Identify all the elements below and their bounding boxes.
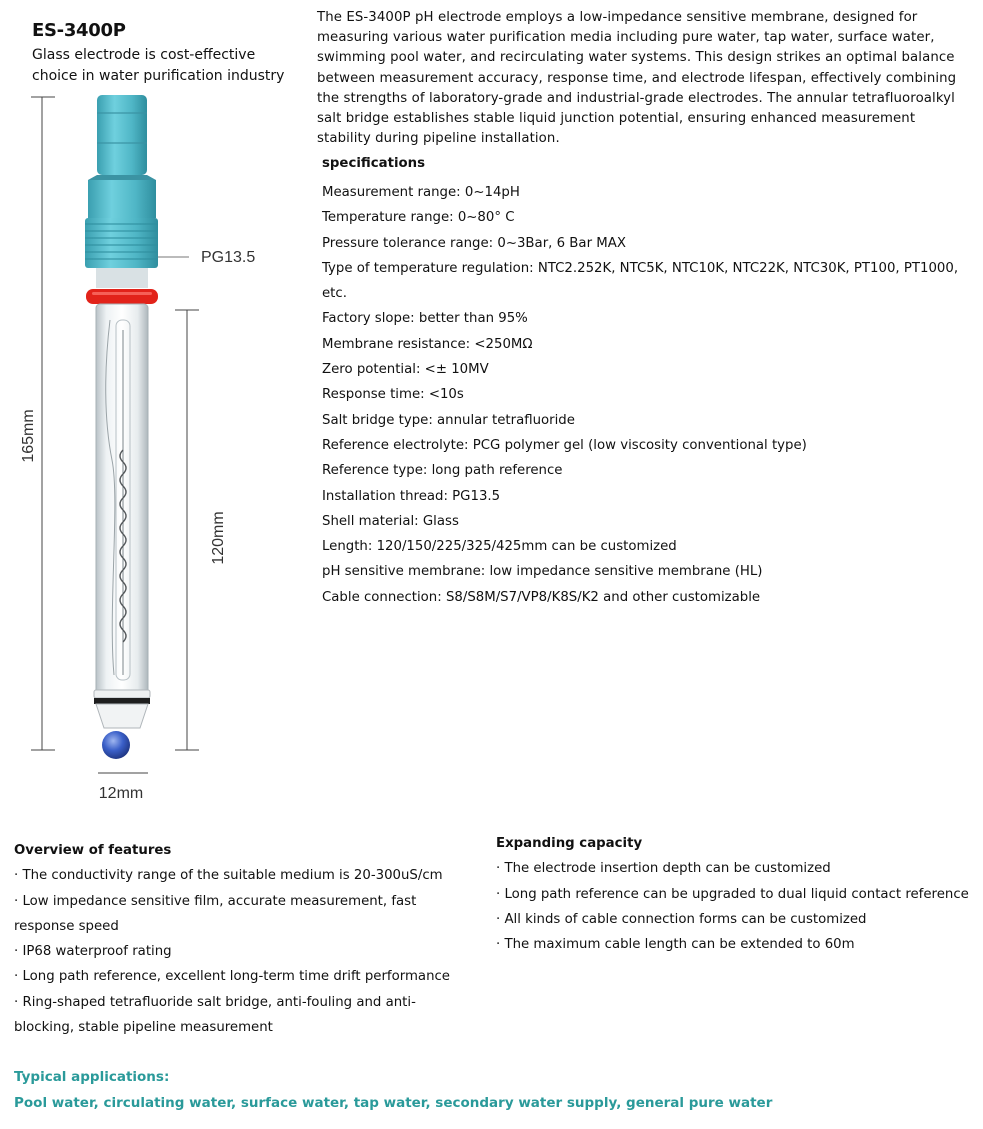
specifications-title: specifications (322, 156, 426, 171)
spec-row: Type of temperature regulation: NTC2.252K, NTC5K, NTC10K, NTC22K, NTC30K, PT100, PT1000, etc. (322, 260, 959, 302)
specifications-section (322, 155, 967, 610)
expanding-item: · The maximum cable length can be extended to 60m (496, 937, 855, 953)
features-section (14, 838, 474, 1040)
spec-row: Temperature range: 0~80° C (322, 210, 515, 226)
expanding-item: · The electrode insertion depth can be customized (496, 861, 831, 877)
expanding-title: Expanding capacity (496, 836, 643, 851)
feature-item: · Ring-shaped tetrafluoride salt bridge, anti-fouling and anti-blocking, stable pipeline measurement (14, 994, 416, 1036)
thread-callout (158, 249, 255, 266)
spec-row: pH sensitive membrane: low impedance sensitive membrane (HL) (322, 564, 763, 580)
applications-text: Pool water, circulating water, surface water, tap water, secondary water supply, general pure water (14, 1094, 773, 1111)
spec-row: Membrane resistance: <250MΩ (322, 336, 533, 352)
spec-row: Installation thread: PG13.5 (322, 488, 501, 504)
diameter-label: 12mm (98, 785, 144, 802)
applications-title: Typical applications: (14, 1069, 170, 1085)
product-subtitle: Glass electrode is cost-effective choice in water purification industry (32, 47, 285, 84)
expanding-item: · Long path reference can be upgraded to dual liquid contact reference (496, 886, 969, 902)
product-model-title: ES-3400P (32, 20, 126, 41)
spec-row: Shell material: Glass (322, 513, 459, 529)
spec-row: Response time: <10s (322, 387, 464, 403)
product-intro: The ES-3400P pH electrode employs a low-impedance sensitive membrane, designed for measuring various water purification media including pure water, tap water, surface water, swimming pool water, and recirculating water systems. This design strikes an optimal balance between measurement accuracy, response time, and electrode lifespan, effectively combining the strengths of laboratory-grade and industrial-grade electrodes. The annular tetrafluoroalkyl salt bridge establishes stable liquid junction potential, ensuring enhanced measurement stability during pipeline installation. (317, 10, 957, 147)
expanding-item: · All kinds of cable connection forms can be customized (496, 911, 867, 927)
spec-row: Measurement range: 0~14pH (322, 185, 520, 200)
spec-row: Reference type: long path reference (322, 463, 563, 479)
thread-label: PG13.5 (201, 249, 256, 266)
feature-item: · IP68 waterproof rating (14, 944, 172, 960)
diameter-dimension (98, 773, 148, 802)
feature-item: · Long path reference, excellent long-term time drift performance (14, 969, 450, 985)
spec-row: Reference electrolyte: PCG polymer gel (low viscosity conventional type) (322, 437, 807, 453)
spec-row: Zero potential: <± 10MV (322, 362, 489, 378)
spec-row: Length: 120/150/225/325/425mm can be customized (322, 539, 677, 555)
feature-item: · Low impedance sensitive film, accurate measurement, fast response speed (14, 893, 417, 934)
electrode-illustration (85, 95, 158, 759)
spec-row: Salt bridge type: annular tetrafluoride (322, 412, 575, 428)
total-length-dimension (20, 97, 55, 750)
expanding-section (496, 831, 976, 957)
body-length-label: 120mm (210, 511, 227, 565)
spec-row: Factory slope: better than 95% (322, 311, 528, 327)
electrode-diagram (0, 90, 300, 810)
applications-section (14, 1065, 974, 1116)
features-title: Overview of features (14, 843, 172, 858)
body-length-dimension (175, 310, 227, 750)
feature-item: · The conductivity range of the suitable medium is 20-300uS/cm (14, 868, 443, 884)
sensitive-bulb (102, 731, 130, 759)
total-length-label: 165mm (20, 409, 37, 463)
spec-row: Cable connection: S8/S8M/S7/VP8/K8S/K2 and other customizable (322, 589, 761, 605)
spec-row: Pressure tolerance range: 0~3Bar, 6 Bar MAX (322, 235, 626, 251)
